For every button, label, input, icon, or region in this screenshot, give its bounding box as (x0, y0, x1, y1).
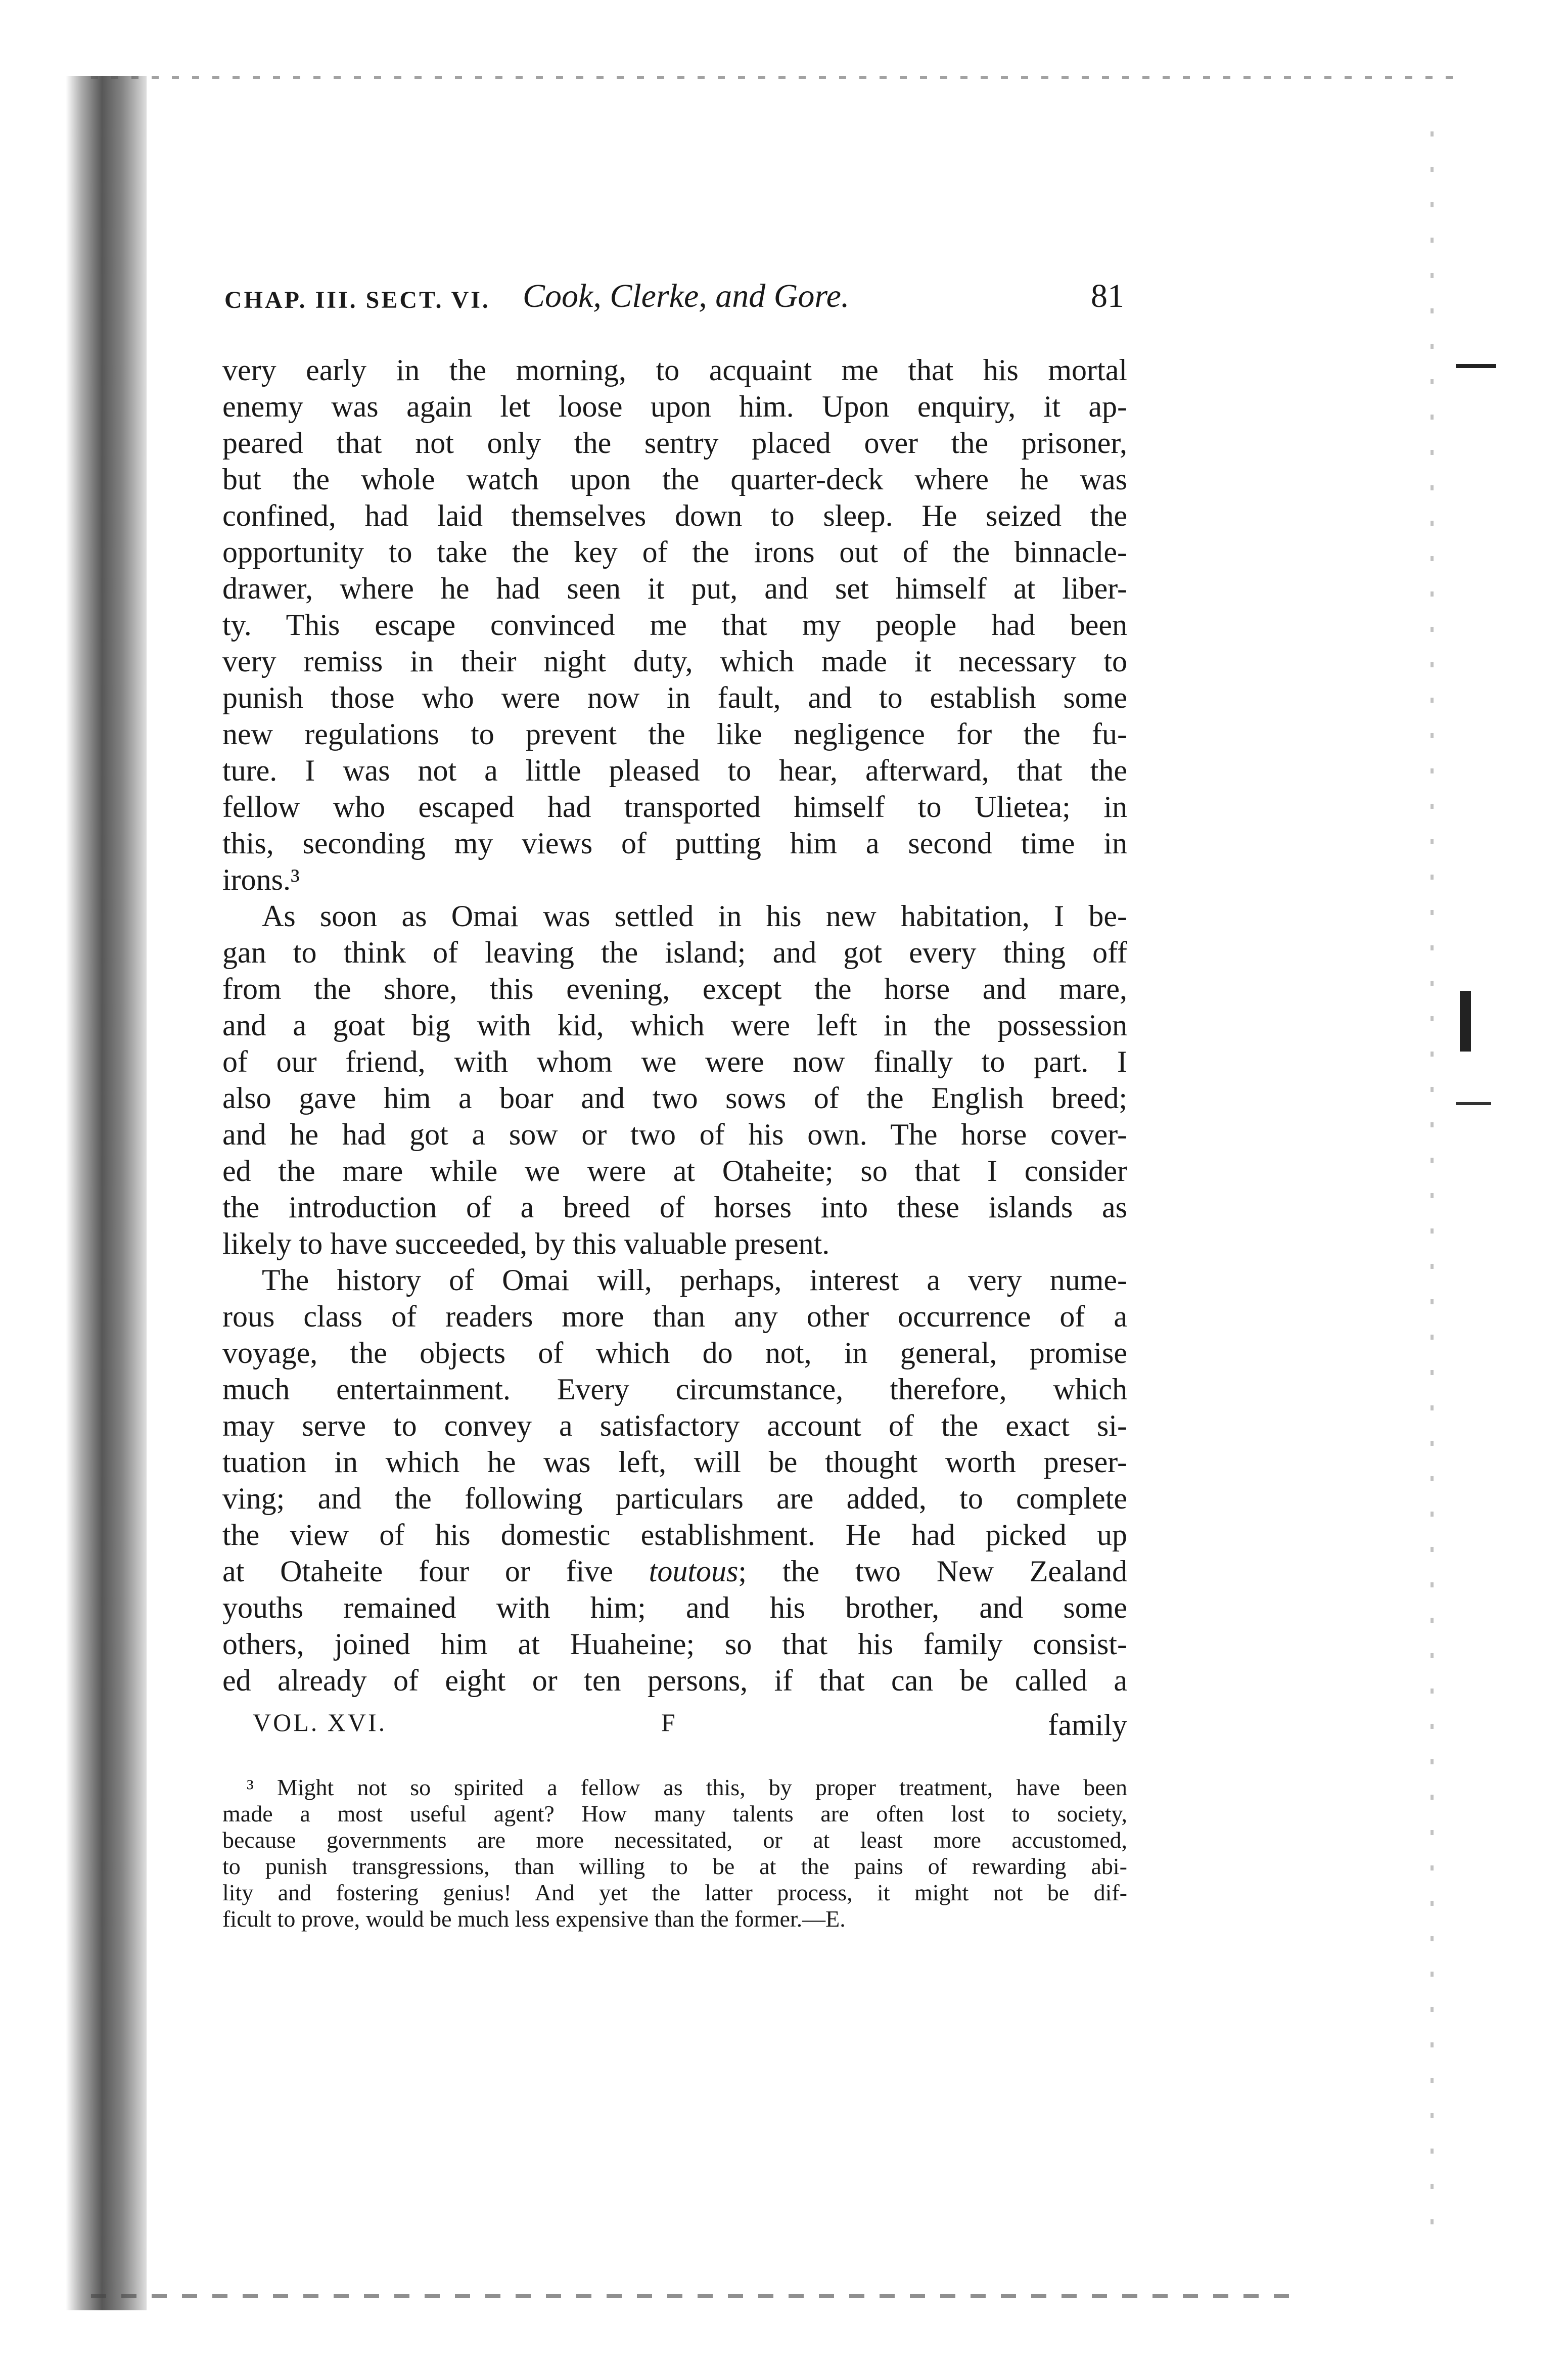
text-line: confined, had laid themselves down to sleep. He seized the (222, 499, 1127, 532)
text-line: As soon as Omai was settled in his new habitation, I be- (262, 899, 1127, 933)
text-line: ed the mare while we were at Otaheite; so that I consider (222, 1154, 1127, 1188)
binding-shadow (66, 76, 147, 2310)
body-text (222, 352, 1127, 1699)
text-line: punish those who were now in fault, and to establish some (222, 681, 1127, 714)
text-line: of our friend, with whom we were now finally to part. I (222, 1045, 1127, 1078)
text-line: may serve to convey a satisfactory account of the exact si- (222, 1409, 1127, 1442)
signature-line (222, 1708, 1127, 1744)
text-line: youths remained with him; and his brother, and some (222, 1591, 1127, 1624)
scan-bottom-edge (91, 2294, 1304, 2298)
footnote-line: because governments are more necessitated, or at least more accustomed, (222, 1827, 1127, 1853)
italic-word: toutous (649, 1555, 739, 1588)
scan-top-edge (91, 76, 1456, 79)
text-line: tuation in which he was left, will be thought worth preser- (222, 1445, 1127, 1479)
text-line: from the shore, this evening, except the horse and mare, (222, 972, 1127, 1006)
footnote-line: ficult to prove, would be much less expensive than the former.—E. (222, 1906, 846, 1932)
footnote-line: lity and fostering genius! And yet the latter process, it might not be dif- (222, 1880, 1127, 1905)
text-line: and he had got a sow or two of his own. The horse cover- (222, 1118, 1127, 1151)
text-line: ed already of eight or ten persons, if that can be called a (222, 1664, 1127, 1697)
text-line: rous class of readers more than any other occurrence of a (222, 1300, 1127, 1333)
footnote-line: ³ Might not so spirited a fellow as this, by proper treatment, have been (247, 1774, 1127, 1800)
text-line: irons.³ (222, 863, 300, 896)
text-line: ving; and the following particulars are added, to complete (222, 1482, 1127, 1515)
footnote-line: to punish transgressions, than willing to be at the pains of rewarding abi- (222, 1853, 1127, 1879)
text-line: enemy was again let loose upon him. Upon enquiry, it ap- (222, 390, 1127, 423)
running-head-title: Cook, Clerke, and Gore. (523, 278, 850, 314)
signature-mark: F (661, 1708, 675, 1737)
text-line: also gave him a boar and two sows of the English breed; (222, 1081, 1127, 1115)
text-line: the introduction of a breed of horses into these islands as (222, 1191, 1127, 1224)
text-line: The history of Omai will, perhaps, interest a very nume- (262, 1263, 1127, 1297)
footnote (222, 1774, 1127, 1932)
text-line: the view of his domestic establishment. He had picked up (222, 1518, 1127, 1551)
page-number: 81 (1091, 278, 1124, 314)
text-line: at Otaheite four or five toutous; the two New Zealand (222, 1555, 1127, 1588)
text-line: and a goat big with kid, which were left in the possession (222, 1009, 1127, 1042)
text-line: much entertainment. Every circumstance, therefore, which (222, 1373, 1127, 1406)
catchword: family (1048, 1708, 1127, 1742)
text-line: likely to have succeeded, by this valuable present. (222, 1227, 830, 1260)
text-line: others, joined him at Huaheine; so that his family consist- (222, 1627, 1127, 1661)
text-line: opportunity to take the key of the irons out of the binnacle- (222, 535, 1127, 569)
scan-right-edge (1431, 131, 1434, 2229)
running-head-chapter: CHAP. III. SECT. VI. (224, 287, 490, 313)
text-line: very early in the morning, to acquaint me that his mortal (222, 353, 1127, 387)
text-line: but the whole watch upon the quarter-deck where he was (222, 463, 1127, 496)
text-line: ty. This escape convinced me that my people had been (222, 608, 1127, 642)
text-line: voyage, the objects of which do not, in general, promise (222, 1336, 1127, 1370)
text-line: fellow who escaped had transported himself to Ulietea; in (222, 790, 1127, 824)
text-line: gan to think of leaving the island; and got every thing off (222, 936, 1127, 969)
text-line: peared that not only the sentry placed over the prisoner, (222, 426, 1127, 460)
margin-mark (1456, 364, 1496, 368)
text-line: very remiss in their night duty, which made it necessary to (222, 645, 1127, 678)
footnote-line: made a most useful agent? How many talents are often lost to society, (222, 1801, 1127, 1827)
text-line: new regulations to prevent the like negligence for the fu- (222, 717, 1127, 751)
text-line: drawer, where he had seen it put, and set himself at liber- (222, 572, 1127, 605)
running-head (224, 277, 1124, 328)
text-line: this, seconding my views of putting him a second time in (222, 827, 1127, 860)
text-line: ture. I was not a little pleased to hear, afterward, that the (222, 754, 1127, 787)
margin-mark (1456, 1102, 1491, 1105)
volume-label: VOL. XVI. (253, 1708, 387, 1737)
margin-mark (1460, 991, 1471, 1052)
